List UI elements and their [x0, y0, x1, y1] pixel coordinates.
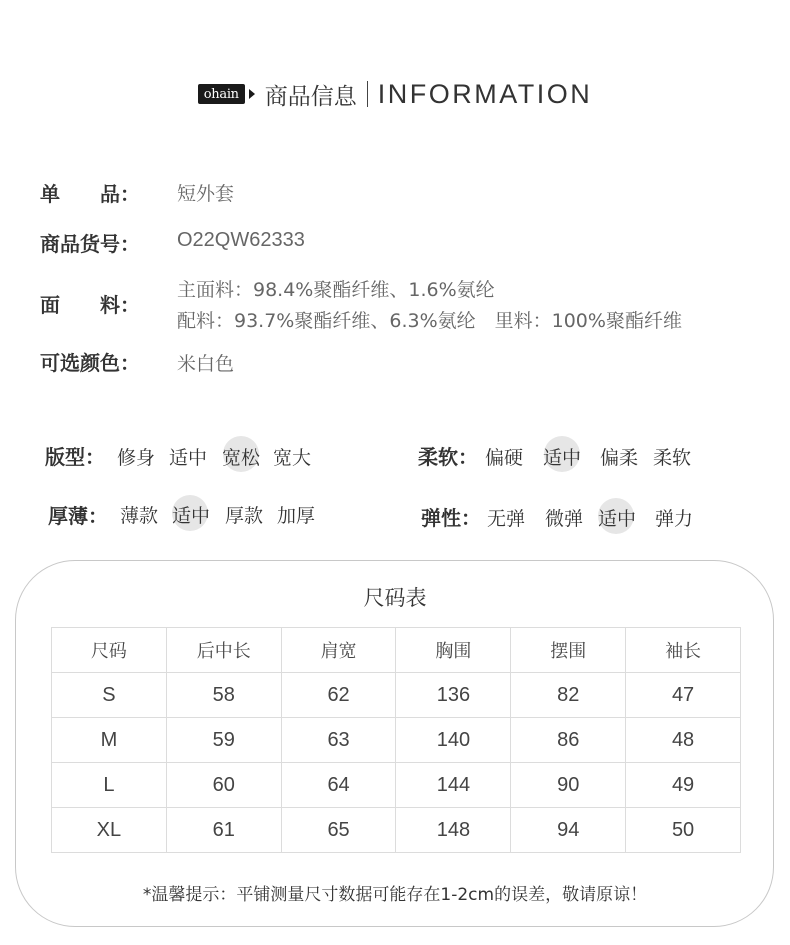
table-header-row [52, 628, 741, 673]
softness-option: 偏柔 [600, 447, 639, 469]
info-value-sku: O22QW62333 [177, 229, 305, 251]
table-cell: 90 [511, 763, 626, 808]
size-table [51, 627, 741, 853]
table-header-cell: 袖长 [626, 628, 741, 673]
thickness-label: 厚薄： [48, 504, 108, 528]
table-header-cell: 胸围 [396, 628, 511, 673]
fit-option: 宽大 [273, 447, 312, 469]
elasticity-option: 微弹 [545, 508, 584, 530]
measurement-note: *温馨提示：平铺测量尺寸数据可能存在1-2cm的误差，敬请原谅！ [142, 885, 648, 905]
table-header-cell: 摆围 [511, 628, 626, 673]
info-value-color: 米白色 [177, 353, 235, 375]
fit-option-selected: 宽松 [222, 447, 261, 469]
table-cell: 58 [166, 673, 281, 718]
table-cell: 61 [166, 808, 281, 853]
header-title-cn: 商品信息 [264, 83, 357, 110]
table-cell: S [52, 673, 167, 718]
table-cell: 65 [281, 808, 396, 853]
fit-label: 版型： [45, 445, 105, 469]
softness-label: 柔软： [418, 445, 478, 469]
table-cell: 59 [166, 718, 281, 763]
table-cell: 64 [281, 763, 396, 808]
table-cell: 62 [281, 673, 396, 718]
info-label-fabric: 面 料： [40, 293, 140, 317]
info-label-item: 单 品： [40, 182, 140, 206]
table-cell: M [52, 718, 167, 763]
softness-option: 柔软 [653, 447, 692, 469]
table-cell: 86 [511, 718, 626, 763]
table-cell: 50 [626, 808, 741, 853]
table-cell: 136 [396, 673, 511, 718]
softness-option-selected: 适中 [543, 447, 582, 469]
table-cell: 82 [511, 673, 626, 718]
info-value-fabric-main: 主面料：98.4%聚酯纤维、1.6%氨纶 [177, 279, 495, 301]
table-cell: 60 [166, 763, 281, 808]
header-title-en: INFORMATION [377, 78, 593, 109]
thickness-option: 加厚 [277, 505, 316, 527]
info-value-item: 短外套 [177, 183, 235, 205]
table-header-cell: 肩宽 [281, 628, 396, 673]
table-cell: 49 [626, 763, 741, 808]
table-row [52, 673, 741, 718]
table-header-cell: 尺码 [52, 628, 167, 673]
info-value-fabric-lining: 配料：93.7%聚酯纤维、6.3%氨纶 里料：100%聚酯纤维 [177, 310, 682, 332]
table-cell: 94 [511, 808, 626, 853]
thickness-option-selected: 适中 [172, 505, 211, 527]
table-header-cell: 后中长 [166, 628, 281, 673]
info-header [0, 74, 790, 114]
info-label-sku: 商品货号： [40, 232, 140, 256]
table-cell: 140 [396, 718, 511, 763]
table-row [52, 808, 741, 853]
softness-option: 偏硬 [485, 447, 524, 469]
elasticity-option-selected: 适中 [598, 508, 637, 530]
table-cell: 144 [396, 763, 511, 808]
elasticity-label: 弹性： [421, 506, 481, 530]
table-row [52, 763, 741, 808]
info-label-color: 可选颜色： [40, 351, 140, 375]
size-chart-title: 尺码表 [363, 586, 427, 610]
table-cell: 48 [626, 718, 741, 763]
play-triangle-icon [249, 89, 255, 99]
elasticity-option: 弹力 [655, 508, 694, 530]
brand-logo: ohain [198, 84, 245, 104]
table-cell: L [52, 763, 167, 808]
table-cell: XL [52, 808, 167, 853]
table-row [52, 718, 741, 763]
table-cell: 148 [396, 808, 511, 853]
header-divider [367, 81, 368, 107]
thickness-option: 厚款 [225, 505, 264, 527]
elasticity-option: 无弹 [487, 508, 526, 530]
fit-option: 适中 [169, 447, 208, 469]
table-cell: 47 [626, 673, 741, 718]
thickness-option: 薄款 [120, 505, 159, 527]
fit-option: 修身 [117, 447, 156, 469]
table-cell: 63 [281, 718, 396, 763]
